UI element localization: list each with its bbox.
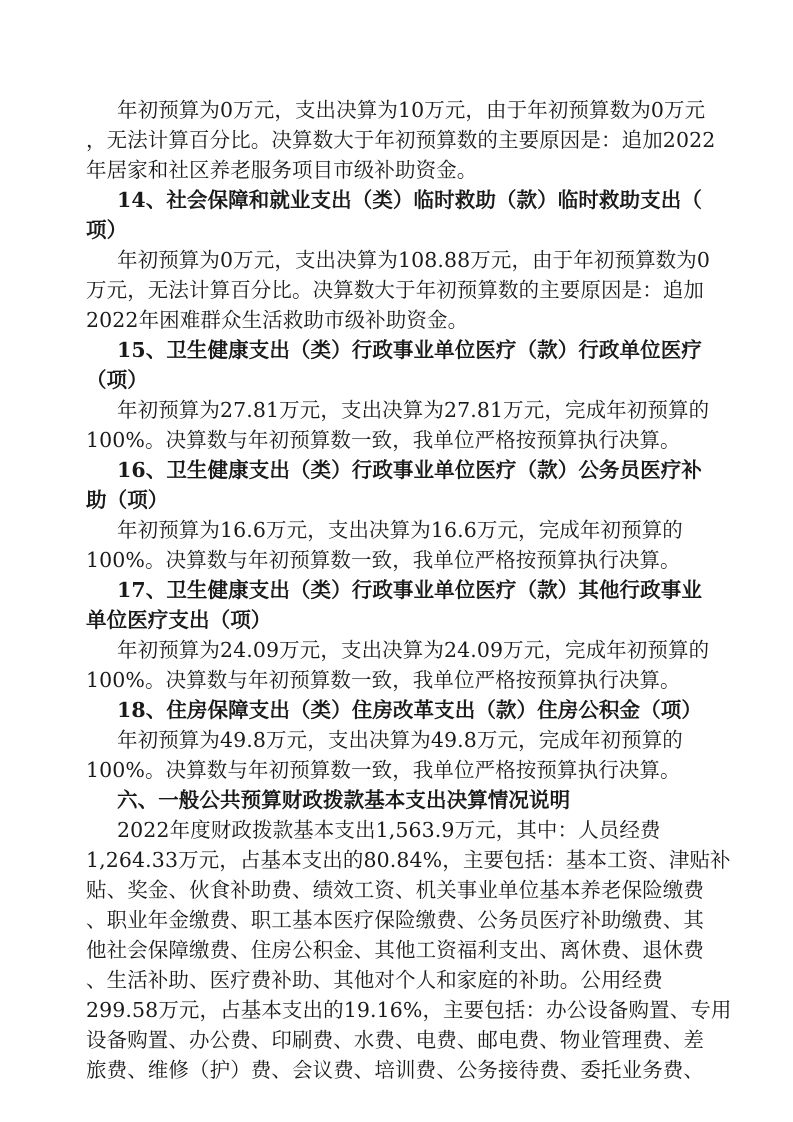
paragraph-line: 299.58万元，占基本支出的19.16%，主要包括：办公设备购置、专用 (86, 998, 732, 1022)
paragraph-line: 年初预算为27.81万元，支出决算为27.81万元，完成年初预算的 (117, 398, 710, 422)
section-heading: 项） (86, 218, 128, 242)
paragraph-line: 100%。决算数与年初预算数一致，我单位严格按预算执行决算。 (86, 668, 681, 692)
section-heading: 16、卫生健康支出（类）行政事业单位医疗（款）公务员医疗补 (117, 458, 702, 482)
section-heading: 18、住房保障支出（类）住房改革支出（款）住房公积金（项） (117, 698, 702, 722)
section-heading: 15、卫生健康支出（类）行政事业单位医疗（款）行政单位医疗 (117, 338, 702, 362)
paragraph-line: 万元，无法计算百分比。决算数大于年初预算数的主要原因是：追加 (86, 278, 704, 302)
paragraph-line: 100%。决算数与年初预算数一致，我单位严格按预算执行决算。 (86, 428, 681, 452)
section-heading: 单位医疗支出（项） (86, 608, 272, 632)
paragraph-line: 1,264.33万元，占基本支出的80.84%，主要包括：基本工资、津贴补 (86, 848, 731, 872)
paragraph-line: 旅费、维修（护）费、会议费、培训费、公务接待费、委托业务费、 (86, 1058, 704, 1082)
paragraph-line: 年初预算为24.09万元，支出决算为24.09万元，完成年初预算的 (117, 638, 710, 662)
chapter-heading: 六、一般公共预算财政拨款基本支出决算情况说明 (117, 788, 571, 812)
section-heading: （项） (86, 368, 148, 392)
paragraph-line: 、职业年金缴费、职工基本医疗保险缴费、公务员医疗补助缴费、其 (86, 908, 704, 932)
paragraph-line: 年初预算为0万元，支出决算为10万元，由于年初预算数为0万元 (117, 98, 706, 122)
paragraph-line: 年初预算为16.6万元，支出决算为16.6万元，完成年初预算的 (117, 518, 683, 542)
paragraph-line: 2022年度财政拨款基本支出1,563.9万元，其中：人员经费 (117, 818, 661, 842)
section-heading: 17、卫生健康支出（类）行政事业单位医疗（款）其他行政事业 (117, 578, 702, 602)
paragraph-line: 2022年困难群众生活救助市级补助资金。 (86, 308, 469, 332)
paragraph-line: 他社会保障缴费、住房公积金、其他工资福利支出、离休费、退休费 (86, 938, 704, 962)
paragraph-line: 年居家和社区养老服务项目市级补助资金。 (86, 158, 478, 182)
paragraph-line: ，无法计算百分比。决算数大于年初预算数的主要原因是：追加2022 (86, 128, 716, 152)
paragraph-line: 设备购置、办公费、印刷费、水费、电费、邮电费、物业管理费、差 (86, 1028, 704, 1052)
paragraph-line: 、生活补助、医疗费补助、其他对个人和家庭的补助。公用经费 (86, 968, 663, 992)
paragraph-line: 100%。决算数与年初预算数一致，我单位严格按预算执行决算。 (86, 548, 681, 572)
paragraph-line: 100%。决算数与年初预算数一致，我单位严格按预算执行决算。 (86, 758, 681, 782)
section-heading: 助（项） (86, 488, 169, 512)
paragraph-line: 年初预算为49.8万元，支出决算为49.8万元，完成年初预算的 (117, 728, 683, 752)
paragraph-line: 年初预算为0万元，支出决算为108.88万元，由于年初预算数为0 (117, 248, 711, 272)
paragraph-line: 贴、奖金、伙食补助费、绩效工资、机关事业单位基本养老保险缴费 (86, 878, 704, 902)
section-heading: 14、社会保障和就业支出（类）临时救助（款）临时救助支出（ (117, 188, 702, 212)
